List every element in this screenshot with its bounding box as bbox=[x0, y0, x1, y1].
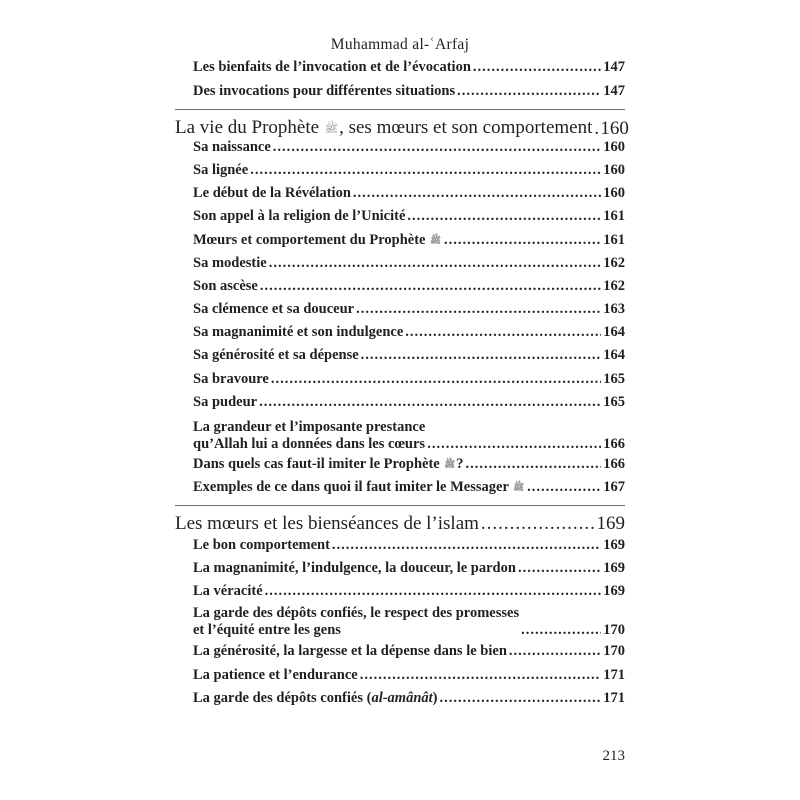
toc-entry[interactable]: Exemples de ce dans quoi il faut imiter le Messager ﷺ ..... 167 bbox=[193, 479, 625, 496]
toc-section[interactable]: Les mœurs et les bienséances de l’islam ..... 169 bbox=[175, 513, 625, 535]
toc-entry[interactable]: La grandeur et l’imposante prestance qu’Allah lui a données dans les cœurs ..... 166 bbox=[193, 419, 625, 453]
toc-entry[interactable]: Son appel à la religion de l’Unicité ..... 161 bbox=[193, 208, 625, 225]
toc-entry[interactable]: Sa modestie ..... 162 bbox=[193, 255, 625, 272]
section-divider bbox=[175, 109, 625, 110]
page-number: 213 bbox=[602, 748, 625, 764]
toc-section[interactable]: La vie du Prophète ﷺ, ses mœurs et son comportement ..... 160 bbox=[175, 117, 625, 140]
running-header: Muhammad al-ʿArfaj bbox=[330, 36, 470, 53]
toc-entry[interactable]: Dans quels cas faut-il imiter le Prophète ﷺ? ..... 166 bbox=[193, 456, 625, 473]
salutation-symbol-icon: ﷺ bbox=[324, 122, 339, 135]
toc-entry[interactable]: Sa lignée ..... 160 bbox=[193, 162, 625, 179]
salutation-symbol-icon: ﷺ bbox=[444, 459, 456, 470]
toc-entry[interactable]: La magnanimité, l’indulgence, la douceur, le pardon ..... 169 bbox=[193, 560, 625, 577]
toc-entry[interactable]: Le début de la Révélation ..... 160 bbox=[193, 185, 625, 202]
toc-entry[interactable]: Des invocations pour différentes situations ..... 147 bbox=[193, 83, 625, 100]
toc-entry[interactable]: La garde des dépôts confiés (al-amânât) ..... 171 bbox=[193, 690, 625, 707]
salutation-symbol-icon: ﷺ bbox=[430, 235, 441, 246]
toc-entry[interactable]: Son ascèse ..... 162 bbox=[193, 278, 625, 295]
toc-entry[interactable]: Mœurs et comportement du Prophète ﷺ ..... 161 bbox=[193, 232, 625, 249]
toc-entry[interactable]: Sa générosité et sa dépense ..... 164 bbox=[193, 347, 625, 364]
salutation-symbol-icon: ﷺ bbox=[513, 482, 525, 493]
toc-entry[interactable]: Sa naissance ..... 160 bbox=[193, 139, 625, 156]
section-divider bbox=[175, 505, 625, 506]
toc-entry[interactable]: Sa bravoure ..... 165 bbox=[193, 371, 625, 388]
toc-entry[interactable]: Sa clémence et sa douceur ..... 163 bbox=[193, 301, 625, 318]
toc-entry[interactable]: Sa pudeur ..... 165 bbox=[193, 394, 625, 411]
toc-entry[interactable]: Les bienfaits de l’invocation et de l’évocation ..... 147 bbox=[193, 59, 625, 76]
toc-entry[interactable]: Le bon comportement ..... 169 bbox=[193, 537, 625, 554]
toc-entry[interactable]: La garde des dépôts confiés, le respect des promesses et l’équité entre les gens ..... 170 bbox=[193, 605, 625, 639]
toc-entry[interactable]: Sa magnanimité et son indulgence ..... 164 bbox=[193, 324, 625, 341]
toc-entry[interactable]: La patience et l’endurance ..... 171 bbox=[193, 667, 625, 684]
toc-entry[interactable]: La générosité, la largesse et la dépense dans le bien ..... 170 bbox=[193, 643, 625, 660]
toc-entry[interactable]: La véracité ..... 169 bbox=[193, 583, 625, 600]
